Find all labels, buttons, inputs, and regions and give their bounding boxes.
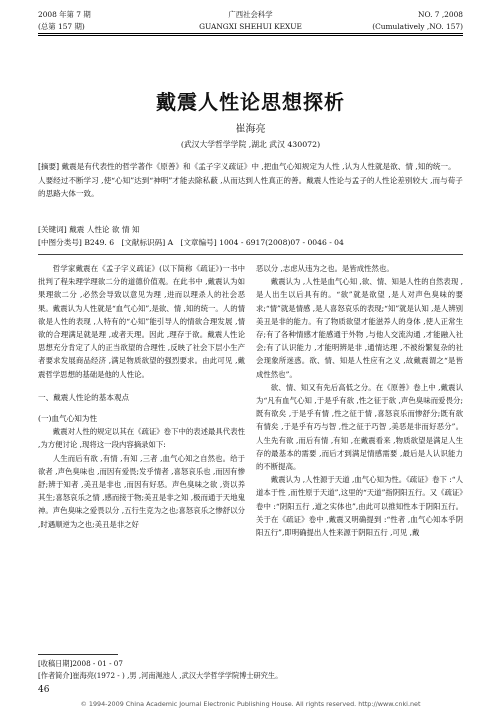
journal-name-en: GUANGXI SHEHUI KEXUE: [199, 22, 302, 31]
article-author: 崔海亮: [235, 124, 266, 135]
total-cn: (总第 157 期): [38, 22, 85, 31]
intro-paragraph: 哲学家戴震在《孟子字义疏证》(以下简称《疏证》)一书中批判了程朱理学理欲二分的道德价值观。在此书中 ,戴震认为如果理欲二分 ,必然会导致以意见为理 ,进而以理杀人的社会恶果。戴震认为人性就是“血气心知”,是欲、情 ,知的统一。人的情欲是人性的表现 ,人特有的“心知”能引导人的情欲合理发展 ,情欲的合理满足就是理 ,或者天理。因此 ,理存于欲。戴震人性论思想充分肯定了人的正当欲望的合理性 ,反映了社会下层小生产者要求发展商品经济 ,满足物质欲望的强烈要求。由此可见 ,戴震哲学思想的基础是他的人性论。: [38, 264, 245, 379]
paragraph-continued: 恶以分 ,志虑从违为之也。是皆成性然也。: [256, 264, 394, 273]
paragraph: 戴震对人性的规定以其在《疏证》卷下中的表述最具代表性 ,为方便讨论 ,现将这一段内容摘录如下:: [38, 427, 245, 450]
body-column-right: [256, 262, 463, 539]
received-date: [收稿日期]2008 - 01 - 07: [38, 659, 123, 668]
section-heading: 一、戴震人性论的基本观点: [38, 392, 130, 402]
issue-en: NO. 7 ,2008: [417, 10, 463, 19]
article-number-value: 1004 - 6917(2008)07 - 0046 - 04: [219, 238, 344, 247]
abstract-separator: [38, 254, 463, 255]
abstract-text: 戴震是有代表性的哲学著作《原善》和《孟子字义疏证》中 ,把血气心知规定为人性 ,认为人性就是欲、情 ,知的统一。人要经过不断学习 ,使“心知”达到“神明”才能去除私蔽 ,从而达到人性真正的善。戴震人性论与孟子的人性论差别较大 ,而与荀子的思路大体一致。: [38, 162, 463, 199]
author-affiliation: (武汉大学哲学学院 ,湖北 武汉 430072): [180, 140, 321, 149]
article-title: 戴震人性论思想探析: [156, 90, 345, 114]
doc-code-label: [文献标识码]: [121, 238, 166, 247]
page-number: 46: [38, 685, 50, 695]
paragraph: 戴震认为 ,人性是血气心知 ,欲、情、知是人性的自然表现 ,是人出生以后具有的。“欲”就是欲望 ,是人对声色臭味的要求;“情”就是情感 ,是人喜怒哀乐的表现;“知”就是认知 ,是人辨别美丑是非的能力。有了物质欲望才能滋养人的身体 ,使人正常生存;有了各种情感才能感通于外物 ,与他人交流沟通 ,才能融入社会;有了认识能力 ,才能明辨是非 ,通情达理 ,不被纷繁复杂的社会现象所迷惑。欲、情、知是人性应有之义 ,故戴震谓之“是皆成性然也”。: [256, 277, 463, 379]
abstract-block: [38, 160, 463, 201]
header-rule-bottom: [38, 35, 463, 36]
copyright-footer: [20, 700, 481, 708]
keywords-label: [关键词]: [38, 225, 67, 234]
journal-name-cn: 广西社会科学: [228, 10, 273, 19]
clc-value: B249. 6: [84, 238, 115, 247]
issue-cn: 2008 年第 7 期: [38, 10, 91, 19]
paragraph: 欲、情、知又有先后高低之分。在《原善》卷上中 ,戴震认为“凡有血气心知 ,于是乎有欲 ,性之征于欲 ,声色臭味而爱畏分;既有欲矣 ,于是乎有情 ,性之征于情 ,喜怒哀乐而惨舒分;既有欲有情矣 ,于是乎有巧与智 ,性之征于巧智 ,美恶是非而好恶分”。人生先有欲 ,而后有情 ,有知 ,在戴震看来 ,物质欲望是满足人生存的最基本的需要 ,而后才到满足情感需要 ,最后是人认识能力的不断提高。: [256, 382, 463, 472]
header-rule-top: [38, 33, 463, 34]
article-number-label: [文章编号]: [180, 238, 217, 247]
author-bio: [作者简介]崔海亮(1972 - ) ,男 ,河南渑池人 ,武汉大学哲学学院博士研究生。: [38, 671, 283, 680]
header-right: [372, 9, 463, 33]
abstract-label: [摘要]: [38, 162, 60, 171]
quote-paragraph: 人生而后有欲 ,有情 ,有知 ,三者 ,血气心知之自然也。给于欲者 ,声色臭味也 ,而因有爱畏;发乎情者 ,喜怒哀乐也 ,而因有惨舒;辨于知者 ,美丑是非也 ,而因有好恶。声色臭味之欲 ,资以养其生;喜怒哀乐之情 ,感而接于物;美丑是非之知 ,极而通于天地鬼神。声色臭味之爱畏以分 ,五行生克为之也;喜怒哀乐之惨舒以分 ,时遇顺逆为之也;美丑是非之好: [38, 453, 245, 529]
keywords-line: [38, 224, 463, 236]
classification-line: [38, 237, 463, 249]
paragraph: 戴震认为 ,人性源于天道 ,血气心知为性。《疏证》卷下 :“人道本于性 ,而性原于天道”,这里的“天道”指阴阳五行。又《疏证》卷中 :“阴阳五行 ,道之实体也”,由此可以推知性本于阴阳五行。关于在《疏证》卷中 ,戴震又明确提到 :“性者 ,血气心知本乎阴阳五行”,即明确提出人性来源于阴阳五行 ,可见 ,戴: [256, 475, 463, 538]
footnote: [38, 658, 463, 682]
keywords-text: 戴震 人性论 欲 情 知: [69, 225, 140, 234]
clc-label: [中图分类号]: [38, 238, 82, 247]
doc-code-value: A: [167, 238, 174, 247]
footnote-rule: [38, 654, 118, 655]
total-en: (Cumulatively ,NO. 157): [372, 22, 463, 31]
running-header: [38, 9, 463, 47]
copyright-text: © 1994-2009 China Academic Journal Electronic Publishing House. All rights reserved. http://www.cnki.net: [80, 700, 421, 708]
body-column-left: [38, 262, 245, 531]
subsection-heading: (一)血气心知为性: [38, 414, 98, 424]
